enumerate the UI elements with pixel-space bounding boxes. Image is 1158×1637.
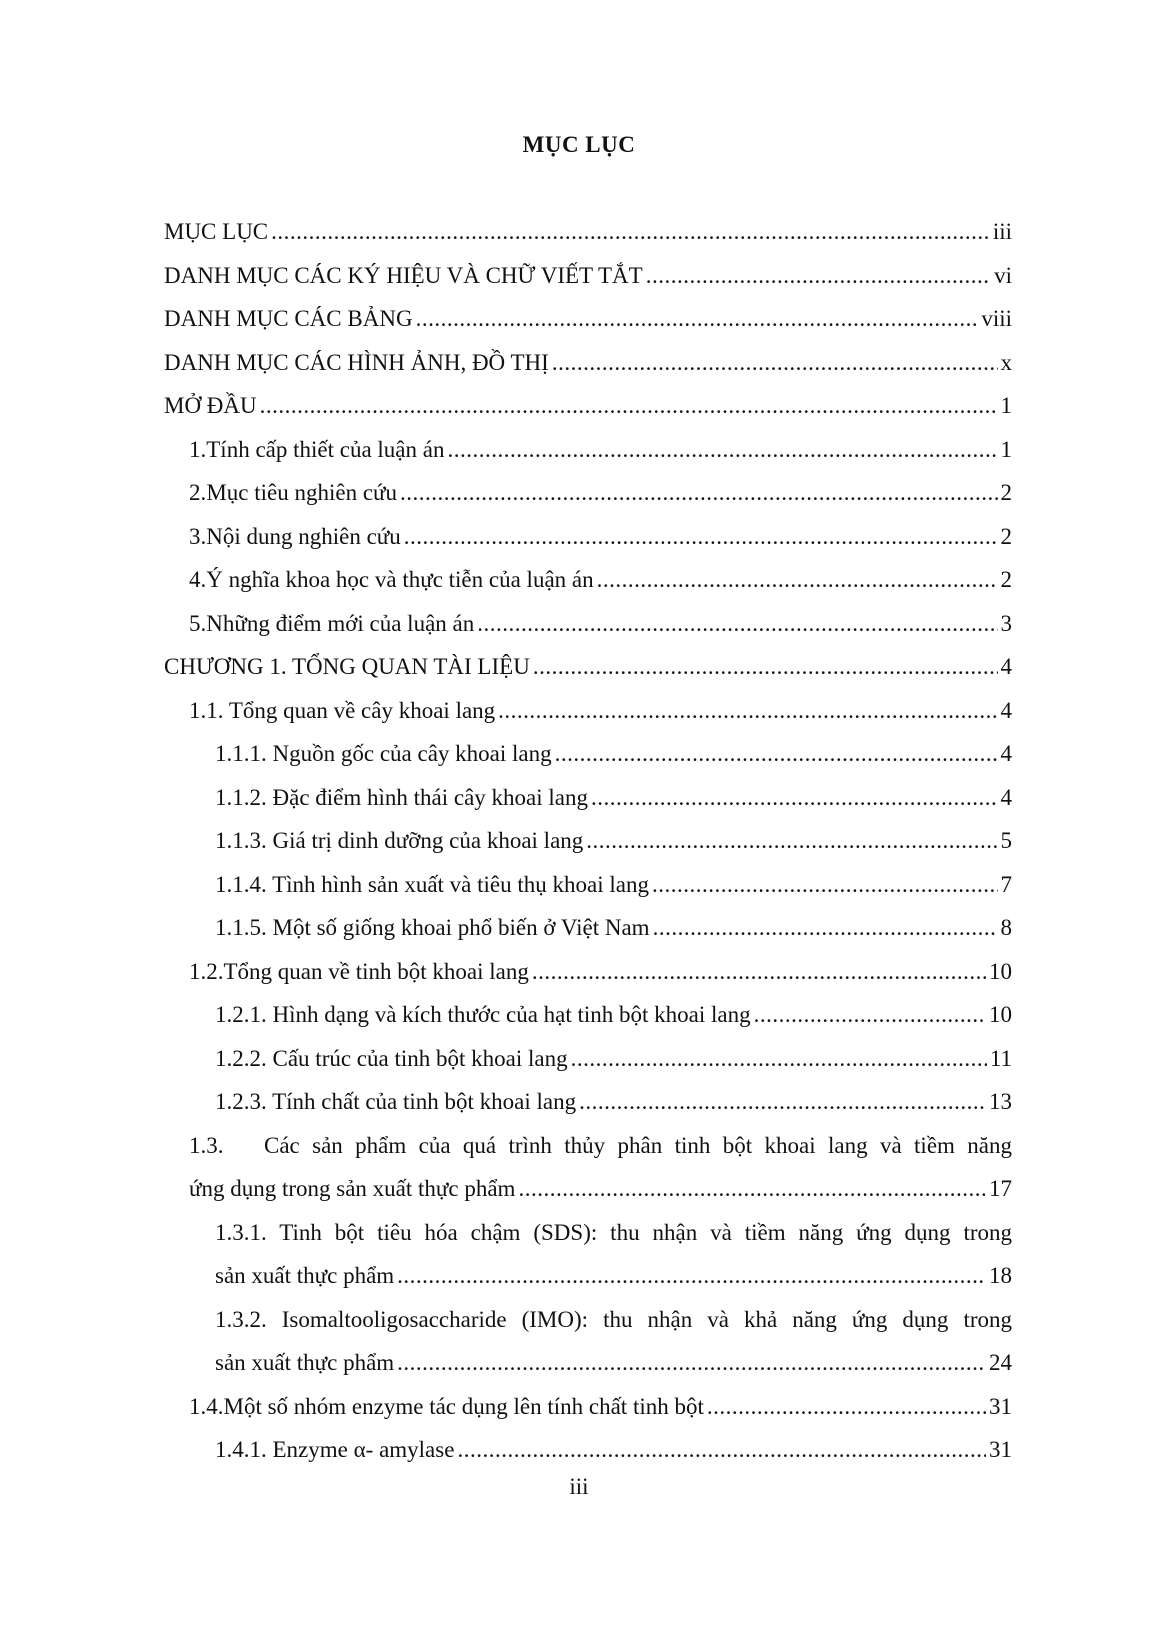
- toc-entry-line1[interactable]: [164, 1298, 1012, 1342]
- toc-entry[interactable]: [164, 1428, 1012, 1472]
- toc-entry-text: 1.4.1. Enzyme α- amylase: [215, 1437, 455, 1462]
- toc-page-number: 10: [989, 1002, 1012, 1027]
- toc-entry-text: sản xuất thực phẩm: [215, 1263, 395, 1288]
- toc-leader-dots: [457, 1428, 986, 1472]
- toc-leader-dots: [646, 254, 991, 298]
- toc-entry[interactable]: [164, 732, 1012, 776]
- toc-page-number: iii: [992, 219, 1012, 244]
- toc-entry[interactable]: [164, 558, 1012, 602]
- toc-entry-text: 1.1.3. Giá trị dinh dưỡng của khoai lang: [215, 828, 584, 853]
- toc-entry-text: 1.1. Tổng quan về cây khoai lang: [189, 697, 496, 723]
- toc-leader-dots: [579, 1080, 986, 1124]
- toc-entry-text-line1: 1.3.2. Isomaltooligosaccharide (IMO): thu nhận và khả năng ứng dụng trong: [215, 1306, 1012, 1332]
- toc-entry-text: 1.1.5. Một số giống khoai phổ biến ở Việt Nam: [215, 915, 650, 940]
- toc-entry-text: DANH MỤC CÁC BẢNG: [164, 306, 413, 331]
- toc-entry[interactable]: [164, 906, 1012, 950]
- toc-entry[interactable]: [164, 1385, 1012, 1429]
- toc-entry-text: Một số nhóm enzyme tác dụng lên tính chất tinh bột: [223, 1393, 704, 1419]
- toc-entry-text: CHƯƠNG 1. TỔNG QUAN TÀI LIỆU: [164, 654, 530, 679]
- toc-entry-text: Mục tiêu nghiên cứu: [206, 480, 398, 505]
- toc-leader-dots: [597, 558, 998, 602]
- toc-page-number: 8: [1000, 915, 1012, 940]
- toc-entry[interactable]: [164, 1254, 1012, 1298]
- toc-leader-dots: [652, 863, 998, 907]
- toc-entry-text-line1: 1.3.1. Tinh bột tiêu hóa chậm (SDS): thu nhận và tiềm năng ứng dụng trong: [215, 1219, 1012, 1245]
- toc-page-number: 7: [1000, 871, 1012, 897]
- toc-page-number: x: [1000, 349, 1012, 375]
- toc-entry[interactable]: [164, 341, 1012, 385]
- toc-leader-dots: [400, 471, 997, 515]
- toc-entry-line1[interactable]: [164, 1211, 1012, 1255]
- toc-entry-text: ứng dụng trong sản xuất thực phẩm: [189, 1176, 516, 1201]
- page-footer-number: iii: [569, 1474, 589, 1499]
- toc-leader-dots: [397, 1341, 986, 1385]
- toc-page-number: 3: [1000, 610, 1012, 636]
- toc-page-number: 10: [989, 958, 1012, 984]
- toc-entry-text: Nội dung nghiên cứu: [206, 523, 401, 549]
- toc-entry[interactable]: [164, 689, 1012, 733]
- toc-entry[interactable]: [164, 515, 1012, 559]
- toc-leader-dots: [571, 1037, 987, 1081]
- toc-page-number: 2: [1000, 480, 1012, 505]
- toc-leader-dots: [586, 819, 997, 863]
- toc-entry[interactable]: [164, 428, 1012, 472]
- toc-page-number: 11: [989, 1045, 1012, 1071]
- toc-entry-text-line1: Các sản phẩm của quá trình thủy phân tinh bột khoai lang và tiềm năng: [264, 1132, 1012, 1158]
- toc-leader-dots: [498, 689, 997, 733]
- toc-entry-text: Ý nghĩa khoa học và thực tiễn của luận án: [206, 567, 594, 592]
- toc-entry[interactable]: [164, 776, 1012, 820]
- toc-leader-dots: [404, 515, 998, 559]
- toc-page-number: 31: [989, 1437, 1012, 1462]
- toc-entry-line1[interactable]: [164, 1124, 1012, 1168]
- toc-entry-number: 4.: [189, 567, 207, 592]
- toc-entry-text: 1.2.2. Cấu trúc của tinh bột khoai lang: [215, 1045, 568, 1071]
- toc-leader-dots: [447, 428, 997, 472]
- toc-entry[interactable]: [164, 950, 1012, 994]
- toc-entry-number: 1.2.: [189, 958, 224, 984]
- toc-entry-text: Những điểm mới của luận án: [206, 610, 475, 636]
- toc-page-number: 2: [1000, 567, 1012, 592]
- toc-page-number: 5: [1000, 828, 1012, 853]
- toc-leader-dots: [416, 297, 979, 341]
- toc-leader-dots: [552, 341, 998, 385]
- toc-page-number: 2: [1000, 523, 1012, 549]
- toc-entry-number: 1.: [189, 436, 207, 462]
- toc-entry-text: sản xuất thực phẩm: [215, 1350, 395, 1375]
- toc-page-number: 17: [989, 1176, 1012, 1201]
- toc-leader-dots: [260, 384, 998, 428]
- toc-entry-text: 1.1.1. Nguồn gốc của cây khoai lang: [215, 741, 552, 766]
- toc-entry-text: MỞ ĐẦU: [164, 393, 257, 418]
- toc-entry-number: 1.3.: [189, 1132, 224, 1158]
- toc-entry[interactable]: [164, 819, 1012, 863]
- toc-entry-text: 1.1.4. Tình hình sản xuất và tiêu thụ khoai lang: [215, 871, 649, 897]
- toc-leader-dots: [653, 906, 998, 950]
- toc-page-number: vi: [994, 262, 1012, 288]
- toc-page-number: 4: [1000, 741, 1012, 766]
- toc-page-number: 4: [1000, 654, 1012, 679]
- toc-entry-number: 1.4.: [189, 1393, 224, 1419]
- toc-entry[interactable]: [164, 1167, 1012, 1211]
- toc-entry[interactable]: [164, 1080, 1012, 1124]
- toc-entry-text: 1.1.2. Đặc điểm hình thái cây khoai lang: [215, 784, 589, 810]
- toc-entry[interactable]: [164, 471, 1012, 515]
- toc-entry[interactable]: [164, 993, 1012, 1037]
- toc-page-number: 1: [1000, 393, 1012, 418]
- toc-entry-text: 1.2.1. Hình dạng và kích thước của hạt tinh bột khoai lang: [215, 1002, 751, 1027]
- toc-leader-dots: [591, 776, 997, 820]
- toc-entry-number: 3.: [189, 523, 207, 549]
- table-of-contents: [164, 210, 1012, 1472]
- toc-leader-dots: [477, 602, 997, 646]
- toc-entry[interactable]: [164, 297, 1012, 341]
- toc-leader-dots: [555, 732, 998, 776]
- toc-leader-dots: [397, 1254, 986, 1298]
- toc-page-number: 18: [989, 1263, 1012, 1288]
- toc-entry-text: 1.2.3. Tính chất của tinh bột khoai lang: [215, 1089, 577, 1114]
- toc-entry[interactable]: [164, 863, 1012, 907]
- toc-entry-text: DANH MỤC CÁC KÝ HIỆU VÀ CHỮ VIẾT TẮT: [164, 262, 643, 288]
- toc-entry[interactable]: [164, 602, 1012, 646]
- toc-entry-chapter[interactable]: [164, 645, 1012, 689]
- toc-page-number: 4: [1000, 784, 1012, 810]
- toc-leader-dots: [271, 210, 990, 254]
- toc-leader-dots: [518, 1167, 986, 1211]
- toc-entry-number: 2.: [189, 480, 207, 505]
- page-title: MỤC LỤC: [522, 132, 636, 157]
- toc-entry[interactable]: [164, 1341, 1012, 1385]
- toc-entry[interactable]: [164, 254, 1012, 298]
- toc-entry-text: DANH MỤC CÁC HÌNH ẢNH, ĐỒ THỊ: [164, 349, 549, 375]
- toc-leader-dots: [532, 950, 986, 994]
- toc-leader-dots: [533, 645, 998, 689]
- toc-entry-text: Tổng quan về tinh bột khoai lang: [223, 958, 529, 984]
- toc-entry-text: MỤC LỤC: [164, 219, 269, 244]
- toc-entry-text: Tính cấp thiết của luận án: [206, 436, 445, 462]
- toc-page-number: 13: [989, 1089, 1012, 1114]
- toc-leader-dots: [754, 993, 986, 1037]
- toc-entry-number: 5.: [189, 610, 207, 636]
- toc-page-number: 4: [1000, 697, 1012, 723]
- toc-leader-dots: [707, 1385, 986, 1429]
- toc-page-number: 24: [989, 1350, 1012, 1375]
- toc-entry[interactable]: [164, 384, 1012, 428]
- toc-page-number: 1: [1000, 436, 1012, 462]
- toc-entry[interactable]: [164, 1037, 1012, 1081]
- toc-page-number: 31: [989, 1393, 1012, 1419]
- toc-entry[interactable]: [164, 210, 1012, 254]
- toc-page-number: viii: [981, 306, 1012, 331]
